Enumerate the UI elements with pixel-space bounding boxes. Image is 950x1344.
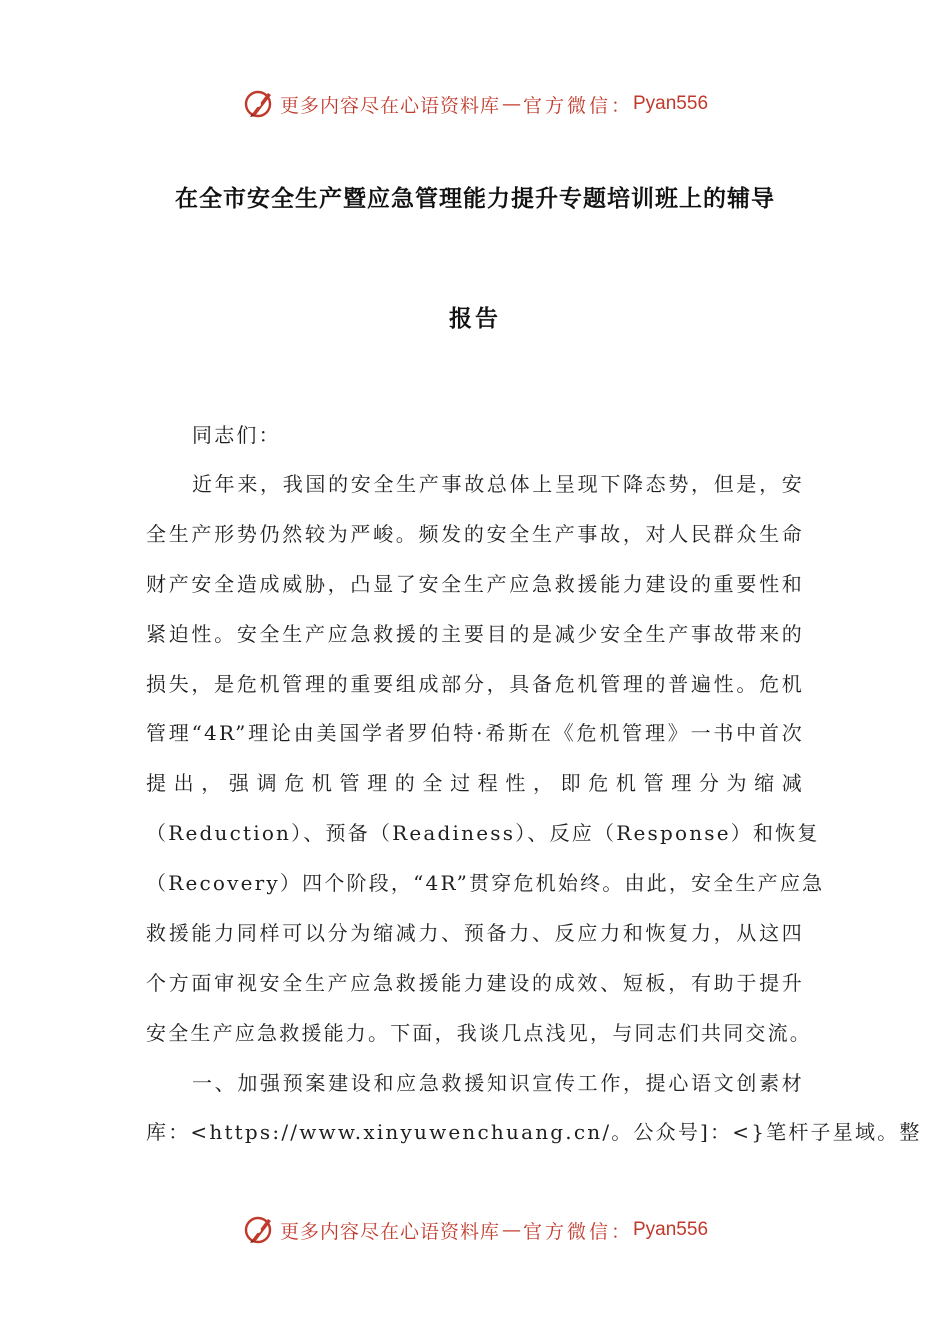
banner-dash: — xyxy=(501,93,521,115)
paragraph-line: 近年来，我国的安全生产事故总体上呈现下降态势，但是，安 xyxy=(192,472,804,496)
banner-brand: 更多内容尽在心语资料库 xyxy=(279,1220,500,1243)
paragraph-line: 个方面审视安全生产应急救援能力建设的成效、短板，有助于提升 xyxy=(146,971,804,995)
pen-logo-icon xyxy=(242,1213,276,1247)
document-title-line-1: 在全市安全生产暨应急管理能力提升专题培训班上的辅导 xyxy=(175,186,775,212)
banner-wechat-label: 官方微信： xyxy=(522,94,633,117)
document-title-line-2: 报告 xyxy=(449,306,501,332)
section-heading-line: 一、加强预案建设和应急救援知识宣传工作，提心语文创素材 xyxy=(192,1071,804,1095)
pen-logo-icon xyxy=(242,87,276,121)
paragraph-line: 提出，强调危机管理的全过程性，即危机管理分为缩减 xyxy=(146,771,804,795)
paragraph-line: （Recovery）四个阶段，“4R”贯穿危机始终。由此，安全生产应急 xyxy=(146,871,825,895)
paragraph-line: 库：<https://www.xinyuwenchuang.cn/。公众号]：<}笔杆子星域。整 xyxy=(146,1120,922,1144)
paragraph-line: （Reduction）、预备（Readiness）、反应（Response）和恢复 xyxy=(146,821,820,845)
paragraph-line: 紧迫性。安全生产应急救援的主要目的是减少安全生产事故带来的 xyxy=(146,622,804,646)
paragraph-line: 救援能力同样可以分为缩减力、预备力、反应力和恢复力，从这四 xyxy=(146,921,804,945)
paragraph-line: 管理“4R”理论由美国学者罗伯特·希斯在《危机管理》一书中首次 xyxy=(146,721,804,745)
paragraph-line: 财产安全造成威胁，凸显了安全生产应急救援能力建设的重要性和 xyxy=(146,572,804,596)
banner-dash: — xyxy=(501,1219,521,1241)
paragraph-line: 安全生产应急救援能力。下面，我谈几点浅见，与同志们共同交流。 xyxy=(146,1021,812,1045)
header-banner xyxy=(0,82,950,126)
banner-wechat-id: Pyan556 xyxy=(633,93,709,114)
banner-wechat-id: Pyan556 xyxy=(633,1219,709,1240)
paragraph-line: 全生产形势仍然较为严峻。频发的安全生产事故，对人民群众生命 xyxy=(146,522,804,546)
footer-banner xyxy=(0,1208,950,1252)
banner-brand: 更多内容尽在心语资料库 xyxy=(279,94,500,117)
paragraph-line: 损失，是危机管理的重要组成部分，具备危机管理的普遍性。危机 xyxy=(146,672,804,696)
salutation: 同志们： xyxy=(192,423,281,447)
banner-wechat-label: 官方微信： xyxy=(522,1220,633,1243)
